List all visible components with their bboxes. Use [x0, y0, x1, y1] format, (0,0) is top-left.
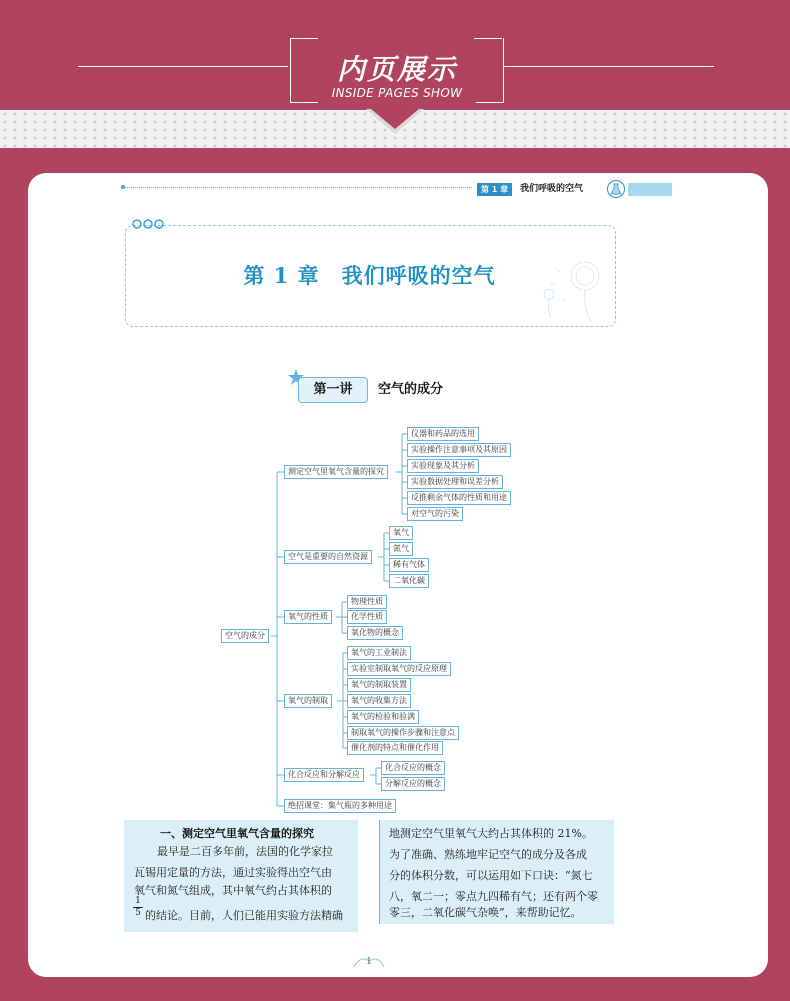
banner-rule-right	[504, 66, 714, 67]
mindmap-leaf: 氧气	[389, 526, 413, 540]
fraction-denominator: 5	[135, 908, 141, 918]
mindmap-branch: 测定空气里氧气含量的探究	[284, 465, 388, 479]
chapter-title: 第 1 章 我们呼吸的空气	[243, 263, 496, 288]
banner-notch	[371, 109, 419, 129]
banner-title: 内页展示	[336, 53, 457, 86]
fraction-one-fifth	[133, 896, 143, 919]
section2-line: 地测定空气里氧气大约占其体积的 21%。	[389, 827, 593, 840]
mindmap-leaf: 氮气	[389, 542, 413, 556]
mindmap-branch: 绝招课堂：集气瓶的多种用途	[284, 799, 396, 813]
mindmap-leaf: 实验数据处理和误差分析	[407, 475, 503, 489]
dandelion-icon	[525, 248, 615, 324]
section2-line: 零三，二氧化碳气杂唤”，来帮助记忆。	[389, 906, 582, 919]
banner-rule-left	[78, 66, 288, 67]
mindmap-leaf: 反推剩余气体的性质和用途	[407, 491, 511, 505]
mindmap-branch: 化合反应和分解反应	[284, 768, 364, 782]
lesson-header	[298, 377, 478, 403]
section1-line: 瓦锡用定量的方法，通过实验得出空气由	[134, 866, 332, 879]
lab-flask-icon	[606, 179, 626, 199]
mindmap-leaf: 仪器和药品的选用	[407, 427, 479, 441]
mindmap-leaf: 实验操作注意事项及其原因	[407, 443, 511, 457]
fraction-numerator: 1	[135, 896, 141, 906]
mindmap-leaf: 氧气的收集方法	[347, 694, 411, 708]
mindmap-leaf: 催化剂的特点和催化作用	[347, 741, 443, 755]
section2-line: 八，氧二一；零点九四稀有气；还有两个零	[389, 890, 598, 903]
banner-subtitle: INSIDE PAGES SHOW	[331, 86, 463, 100]
page-number: 1	[366, 957, 372, 967]
lesson-number: 第一讲	[298, 377, 368, 403]
mindmap-leaf: 化学性质	[347, 610, 387, 624]
section1-line: 最早是二百多年前，法国的化学家拉	[157, 845, 333, 858]
running-header-title: 我们呼吸的空气	[520, 184, 584, 194]
section2-line: 分的体积分数，可以运用如下口诀：“氮七	[389, 869, 593, 882]
mindmap-leaf: 氧气的检验和验满	[347, 710, 419, 724]
section1-heading: 一、测定空气里氧气含量的探究	[160, 827, 314, 840]
section2-rule	[379, 820, 380, 924]
mindmap-leaf: 制取氧气的操作步骤和注意点	[347, 726, 459, 740]
mindmap-branch: 氧气的性质	[284, 610, 332, 624]
mindmap-leaf: 对空气的污染	[407, 507, 463, 521]
mindmap-leaf: 稀有气体	[389, 558, 429, 572]
section1-line: 的结论。目前，人们已能用实验方法精确	[145, 909, 343, 922]
running-header-chapter-tag: 第 1 章	[477, 183, 512, 196]
section2-line: 为了准确、熟练地牢记空气的成分及各成	[389, 848, 587, 861]
mindmap-leaf: 化合反应的概念	[381, 761, 445, 775]
running-header-rule	[122, 187, 472, 189]
mindmap-leaf: 氧气的工业制法	[347, 646, 411, 660]
running-header-bar	[628, 183, 672, 196]
section1-line: 氧气和氮气组成，其中氧气约占其体积的	[134, 884, 332, 897]
mindmap-leaf: 实验室制取氧气的反应原理	[347, 662, 451, 676]
mindmap-leaf: 物理性质	[347, 595, 387, 609]
mindmap-leaf: 二氧化碳	[389, 574, 429, 588]
mindmap-root: 空气的成分	[221, 629, 269, 643]
mindmap-leaf: 氧化物的概念	[347, 626, 403, 640]
mindmap-leaf: 实验现象及其分析	[407, 459, 479, 473]
mindmap-leaf: 分解反应的概念	[381, 777, 445, 791]
binder-rings-icon	[131, 217, 167, 231]
lesson-title: 空气的成分	[378, 382, 444, 397]
mindmap-leaf: 氧气的制取装置	[347, 678, 411, 692]
mindmap-branch: 氧气的制取	[284, 694, 332, 708]
mindmap-branch: 空气是重要的自然资源	[284, 550, 372, 564]
